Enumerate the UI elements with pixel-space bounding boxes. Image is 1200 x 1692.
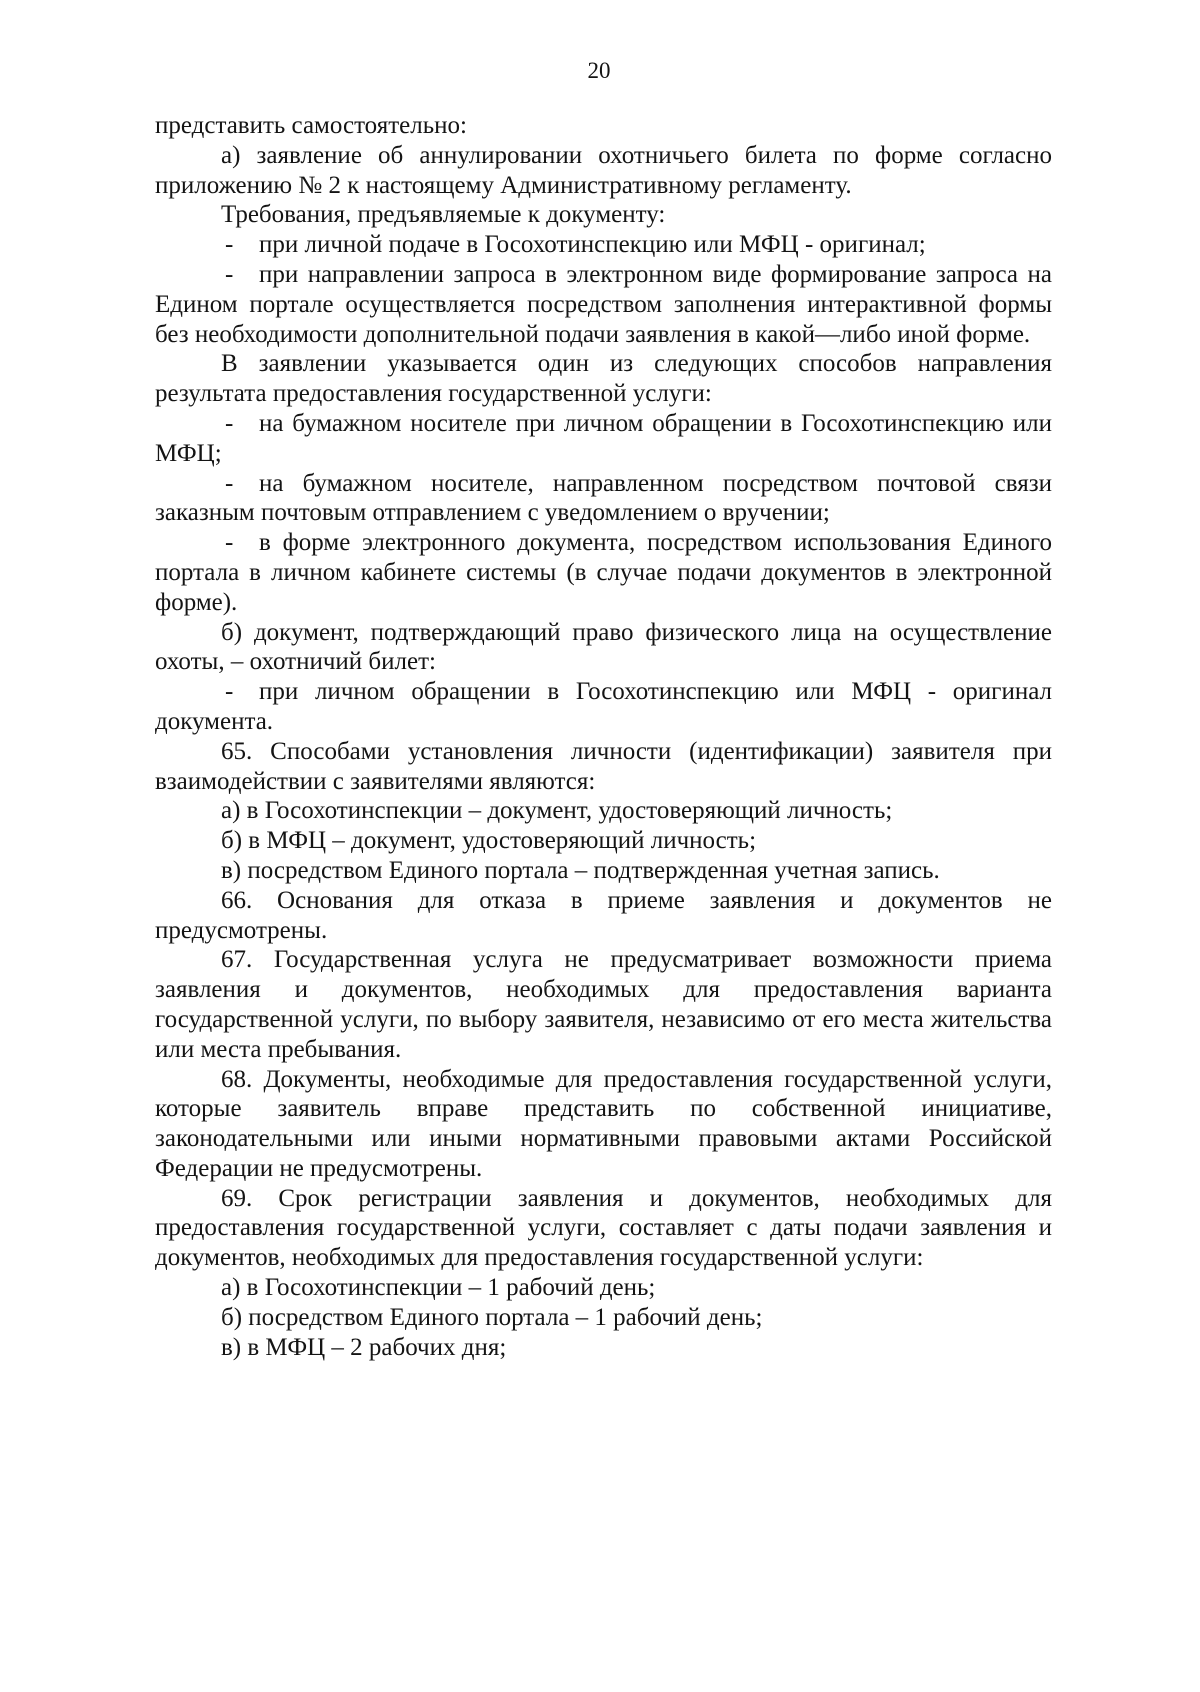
dash-marker: -	[225, 231, 234, 259]
list-item-text: при направлении запроса в электронном виде формирование запроса на Едином портале осуществляется посредством заполнения интерактивной формы без необходимости дополнительной подачи заявления в какой—либо иной форме.	[155, 260, 1052, 348]
paragraph-item-a-application: а) заявление об аннулировании охотничьего билета по форме согласно приложению № 2 к настоящему Административному регламенту.	[155, 141, 1052, 199]
list-item-paper-personal	[155, 409, 1052, 469]
dash-marker: -	[225, 469, 234, 497]
paragraph-continuation: представить самостоятельно:	[155, 112, 467, 139]
list-item-paper-mail	[155, 469, 1052, 529]
list-item-text: при личной подаче в Госохотинспекцию или МФЦ - оригинал;	[259, 231, 926, 259]
paragraph-67: 67. Государственная услуга не предусматривает возможности приема заявления и документов, необходимых для предоставления варианта государственной услуги, по выбору заявителя, независимо от его места жительства или места пребывания.	[155, 946, 1052, 1063]
page-number: 20	[587, 58, 611, 83]
document-body	[155, 111, 1052, 1362]
list-item-69-b: б) посредством Единого портала – 1 рабочий день;	[221, 1303, 763, 1331]
paragraph-66: 66. Основания для отказа в приеме заявления и документов не предусмотрены.	[155, 886, 1052, 944]
list-item-electronic-request	[155, 260, 1052, 349]
paragraph-69: 69. Срок регистрации заявления и документов, необходимых для предоставления государственной услуги, составляет с даты подачи заявления и документов, необходимых для предоставления государственной услуги:	[155, 1184, 1052, 1272]
paragraph-68: 68. Документы, необходимые для предоставления государственной услуги, которые заявитель вправе представить по собственной инициативе, законодательными или иными нормативными правовыми актами Российской Федерации не предусмотрены.	[155, 1065, 1052, 1182]
list-item-original-document	[155, 677, 1052, 737]
list-item-text: при личном обращении в Госохотинспекцию или МФЦ - оригинал документа.	[155, 678, 1052, 735]
paragraph-item-b-document: б) документ, подтверждающий право физического лица на осуществление охоты, – охотничий билет:	[155, 618, 1052, 676]
list-item-69-a: а) в Госохотинспекции – 1 рабочий день;	[221, 1274, 656, 1302]
paragraph-result-methods: В заявлении указывается один из следующих способов направления результата предоставления государственной услуги:	[155, 350, 1052, 408]
list-item-text: на бумажном носителе при личном обращении в Госохотинспекцию или МФЦ;	[155, 409, 1052, 467]
list-item-electronic-document	[155, 528, 1052, 617]
list-item-text: на бумажном носителе, направленном посредством почтовой связи заказным почтовым отправлением с уведомлением о вручении;	[155, 469, 1052, 527]
dash-marker: -	[225, 678, 234, 706]
list-item-65-b: б) в МФЦ – документ, удостоверяющий личность;	[221, 827, 757, 855]
dash-marker: -	[225, 409, 234, 437]
list-item-personal-submission	[155, 230, 1052, 260]
paragraph-requirements-heading: Требования, предъявляемые к документу:	[221, 201, 666, 229]
list-item-65-a: а) в Госохотинспекции – документ, удостоверяющий личность;	[221, 797, 893, 825]
dash-marker: -	[225, 260, 234, 288]
list-item-65-c: в) посредством Единого портала – подтвержденная учетная запись.	[221, 856, 940, 884]
list-item-text: в форме электронного документа, посредством использования Единого портала в личном кабинете системы (в случае подачи документов в электронной форме).	[155, 529, 1052, 616]
dash-marker: -	[225, 529, 234, 557]
paragraph-65: 65. Способами установления личности (идентификации) заявителя при взаимодействии с заявителями являются:	[155, 737, 1052, 795]
list-item-69-c: в) в МФЦ – 2 рабочих дня;	[221, 1333, 507, 1361]
